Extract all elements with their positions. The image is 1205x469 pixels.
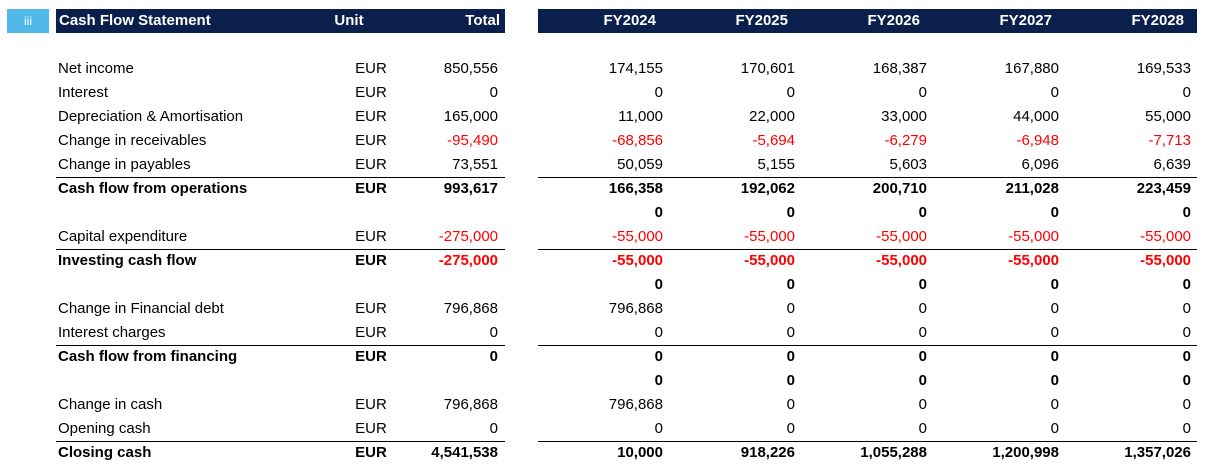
row-value: 0 xyxy=(918,84,927,101)
row-total: 993,617 xyxy=(443,180,498,197)
row-unit: EUR xyxy=(355,252,387,269)
row-total: 4,541,538 xyxy=(431,444,498,461)
row-value: 5,603 xyxy=(889,156,927,173)
row-value: 0 xyxy=(786,420,795,437)
row-total: -275,000 xyxy=(438,228,498,245)
table-row xyxy=(0,129,1205,153)
table-row xyxy=(0,417,1205,441)
row-value: 1,200,998 xyxy=(992,444,1059,461)
row-value: 0 xyxy=(1050,84,1059,101)
table-row xyxy=(0,297,1205,321)
row-value: 0 xyxy=(786,276,795,293)
row-value: 0 xyxy=(1182,204,1191,221)
row-value: 0 xyxy=(1182,84,1191,101)
row-value: 0 xyxy=(786,300,795,317)
row-value: 223,459 xyxy=(1136,180,1191,197)
header-bar-left xyxy=(56,9,505,33)
row-value: 0 xyxy=(786,84,795,101)
year-header: FY2024 xyxy=(603,12,656,29)
row-unit: EUR xyxy=(355,396,387,413)
row-total: 850,556 xyxy=(443,60,498,77)
row-value: 169,533 xyxy=(1136,60,1191,77)
row-label: Depreciation & Amortisation xyxy=(58,108,244,125)
row-value: 0 xyxy=(918,300,927,317)
table-row xyxy=(0,273,1205,297)
table-title: Cash Flow Statement xyxy=(59,12,211,29)
row-value: -55,000 xyxy=(876,252,927,269)
row-value: 0 xyxy=(786,324,795,341)
row-value: 796,868 xyxy=(608,300,663,317)
row-value: 55,000 xyxy=(1145,108,1191,125)
table-row xyxy=(0,57,1205,81)
row-label: Cash flow from operations xyxy=(58,180,248,197)
year-header: FY2026 xyxy=(867,12,920,29)
row-total: -95,490 xyxy=(447,132,498,149)
row-value: 796,868 xyxy=(608,396,663,413)
row-value: 0 xyxy=(918,204,927,221)
row-unit: EUR xyxy=(355,444,387,461)
row-value: 1,357,026 xyxy=(1124,444,1191,461)
row-value: 10,000 xyxy=(617,444,663,461)
row-value: 0 xyxy=(786,348,795,365)
row-total: 0 xyxy=(489,324,498,341)
row-value: 0 xyxy=(1050,276,1059,293)
row-value: 174,155 xyxy=(608,60,663,77)
row-value: -55,000 xyxy=(744,252,795,269)
unit-header: Unit xyxy=(334,12,364,29)
row-label: Interest xyxy=(58,84,109,101)
row-value: 0 xyxy=(1050,372,1059,389)
row-value: 0 xyxy=(786,396,795,413)
row-total: 0 xyxy=(489,348,498,365)
row-value: 5,155 xyxy=(757,156,795,173)
row-value: 0 xyxy=(1182,300,1191,317)
row-value: 11,000 xyxy=(618,108,663,125)
row-value: -55,000 xyxy=(1008,252,1059,269)
row-value: 0 xyxy=(1050,396,1059,413)
table-row xyxy=(0,81,1205,105)
row-value: 0 xyxy=(786,204,795,221)
row-value: 0 xyxy=(1182,372,1191,389)
table-row xyxy=(0,393,1205,417)
row-value: 0 xyxy=(918,276,927,293)
row-group-badge[interactable]: iii xyxy=(7,9,49,33)
row-value: 0 xyxy=(918,396,927,413)
row-value: 0 xyxy=(654,372,663,389)
row-value: -55,000 xyxy=(1008,228,1059,245)
row-unit: EUR xyxy=(355,156,387,173)
row-unit: EUR xyxy=(355,228,387,245)
row-value: 0 xyxy=(1050,204,1059,221)
row-value: 0 xyxy=(654,276,663,293)
row-label: Closing cash xyxy=(58,444,152,461)
row-value: 0 xyxy=(654,204,663,221)
row-unit: EUR xyxy=(355,108,387,125)
row-value: 192,062 xyxy=(740,180,795,197)
row-value: 200,710 xyxy=(872,180,927,197)
row-label: Investing cash flow xyxy=(58,252,197,269)
row-value: -55,000 xyxy=(612,252,663,269)
row-value: 0 xyxy=(1182,396,1191,413)
row-value: 0 xyxy=(1050,300,1059,317)
year-header: FY2025 xyxy=(735,12,788,29)
table-row xyxy=(0,201,1205,225)
row-value: -55,000 xyxy=(744,228,795,245)
row-value: 44,000 xyxy=(1013,108,1059,125)
row-value: 918,226 xyxy=(740,444,795,461)
total-header: Total xyxy=(465,12,500,29)
table-row-subtotal xyxy=(0,249,1205,273)
row-value: 0 xyxy=(654,420,663,437)
row-total: -275,000 xyxy=(438,252,498,269)
row-value: 0 xyxy=(786,372,795,389)
row-value: 0 xyxy=(1182,324,1191,341)
row-label: Opening cash xyxy=(58,420,151,437)
row-value: 0 xyxy=(918,348,927,365)
row-label: Interest charges xyxy=(58,324,166,341)
row-value: -6,948 xyxy=(1016,132,1059,149)
year-header: FY2028 xyxy=(1131,12,1184,29)
row-unit: EUR xyxy=(355,60,387,77)
table-row xyxy=(0,225,1205,249)
row-unit: EUR xyxy=(355,180,387,197)
row-total: 165,000 xyxy=(443,108,498,125)
row-value: 0 xyxy=(1182,420,1191,437)
row-value: 6,096 xyxy=(1021,156,1059,173)
row-unit: EUR xyxy=(355,300,387,317)
row-value: 6,639 xyxy=(1153,156,1191,173)
row-value: 0 xyxy=(1050,324,1059,341)
row-value: 0 xyxy=(918,324,927,341)
row-value: 0 xyxy=(918,420,927,437)
row-unit: EUR xyxy=(355,348,387,365)
row-total: 0 xyxy=(489,420,498,437)
row-value: 170,601 xyxy=(740,60,795,77)
row-value: -5,694 xyxy=(752,132,795,149)
table-row-subtotal xyxy=(0,177,1205,201)
header-bar-years xyxy=(538,9,1197,33)
row-value: 0 xyxy=(654,348,663,365)
row-value: 211,028 xyxy=(1005,180,1059,197)
table-row-subtotal xyxy=(0,345,1205,369)
row-total: 0 xyxy=(489,84,498,101)
row-value: 22,000 xyxy=(749,108,795,125)
row-value: 0 xyxy=(654,84,663,101)
row-label: Change in Financial debt xyxy=(58,300,224,317)
row-unit: EUR xyxy=(355,420,387,437)
row-total: 796,868 xyxy=(443,396,498,413)
row-total: 73,551 xyxy=(452,156,498,173)
row-label: Cash flow from financing xyxy=(58,348,238,365)
table-row xyxy=(0,369,1205,393)
row-value: 0 xyxy=(918,372,927,389)
row-value: 167,880 xyxy=(1004,60,1059,77)
row-value: -55,000 xyxy=(1140,228,1191,245)
row-value: 0 xyxy=(654,324,663,341)
row-label: Change in payables xyxy=(58,156,191,173)
row-label: Capital expenditure xyxy=(58,228,188,245)
table-row xyxy=(0,153,1205,177)
table-row-total xyxy=(0,441,1205,465)
row-value: 166,358 xyxy=(608,180,663,197)
row-value: -55,000 xyxy=(612,228,663,245)
row-unit: EUR xyxy=(355,84,387,101)
row-total: 796,868 xyxy=(443,300,498,317)
row-value: 0 xyxy=(1182,348,1191,365)
row-value: -55,000 xyxy=(1140,252,1191,269)
row-value: 0 xyxy=(1182,276,1191,293)
row-value: -55,000 xyxy=(876,228,927,245)
row-value: 1,055,288 xyxy=(860,444,927,461)
table-row xyxy=(0,321,1205,345)
row-value: -68,856 xyxy=(612,132,663,149)
row-unit: EUR xyxy=(355,132,387,149)
row-value: -7,713 xyxy=(1148,132,1191,149)
row-value: 0 xyxy=(1050,420,1059,437)
row-value: 50,059 xyxy=(617,156,663,173)
row-value: 0 xyxy=(1050,348,1059,365)
row-value: 33,000 xyxy=(881,108,927,125)
row-label: Change in cash xyxy=(58,396,163,413)
row-unit: EUR xyxy=(355,324,387,341)
row-value: 168,387 xyxy=(872,60,927,77)
row-label: Net income xyxy=(58,60,134,77)
table-row xyxy=(0,105,1205,129)
row-label: Change in receivables xyxy=(58,132,207,149)
year-header: FY2027 xyxy=(999,12,1052,29)
row-value: -6,279 xyxy=(884,132,927,149)
